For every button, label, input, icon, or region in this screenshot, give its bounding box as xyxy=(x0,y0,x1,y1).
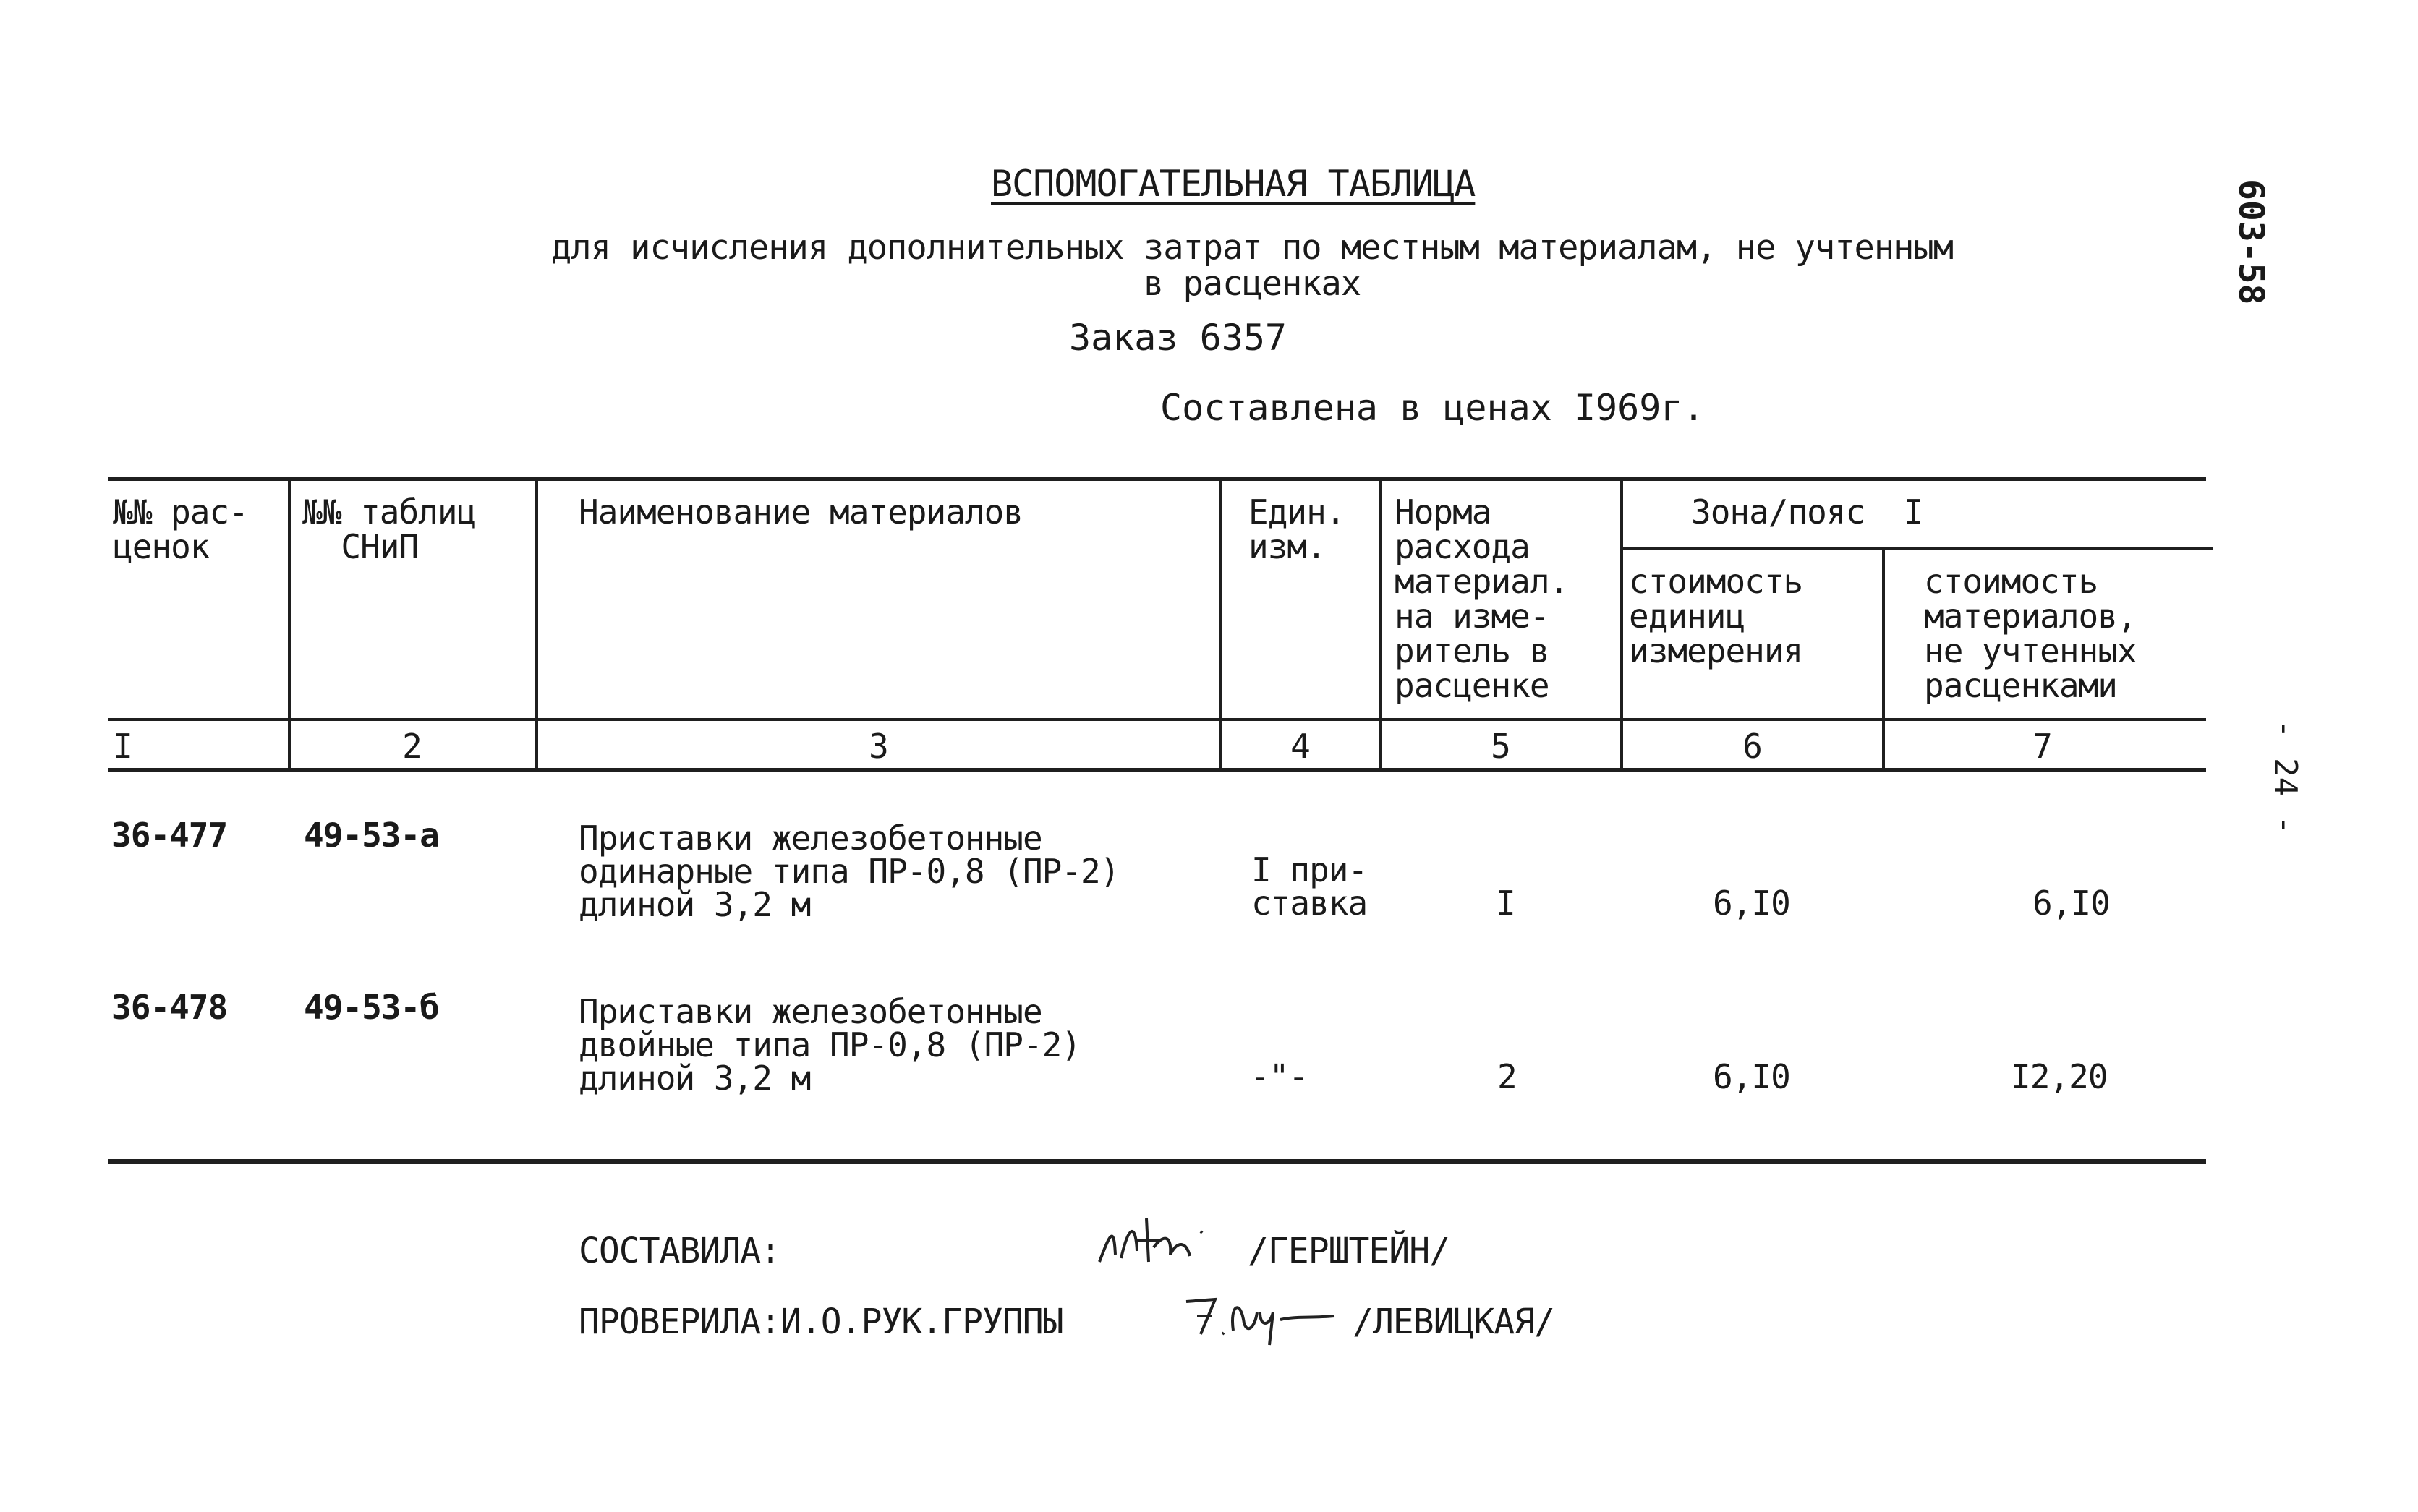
checked-by-label: ПРОВЕРИЛА:И.О.РУК.ГРУППЫ xyxy=(579,1302,1063,1342)
material-name: Приставки железобетонные двойные типа ПР-0,8 (ПР-2) длиной 3,2 м xyxy=(579,992,1081,1098)
header-bottom-rule xyxy=(108,718,2206,721)
subtitle-line2: в расценках xyxy=(1143,264,1361,304)
material-cost: I2,20 xyxy=(2011,1057,2108,1096)
snip-table-number: 49-53-а xyxy=(304,816,439,855)
rate-number: 36-477 xyxy=(111,816,228,855)
rate-number: 36-478 xyxy=(111,988,228,1027)
order-number: Заказ 6357 xyxy=(1069,317,1287,359)
column-number-3: 3 xyxy=(869,727,889,766)
unit-cost: 6,I0 xyxy=(1713,884,1790,923)
header-unit-cost: стоимость единиц измерения xyxy=(1629,562,1803,670)
unit: -"- xyxy=(1250,1057,1308,1096)
column-number-4: 4 xyxy=(1290,727,1311,766)
unit-cost: 6,I0 xyxy=(1713,1057,1790,1096)
consumption-norm: I xyxy=(1496,884,1515,923)
document-title: ВСПОМОГАТЕЛЬНАЯ ТАБЛИЦА xyxy=(991,163,1476,205)
prices-note: Составлена в ценах I969г. xyxy=(1160,387,1705,429)
header-zone: Зона/пояс I xyxy=(1691,492,1923,531)
column-number-1: I xyxy=(113,727,133,766)
side-document-code: 603-58 xyxy=(2231,179,2271,305)
header-material-name: Наименование материалов xyxy=(579,492,1023,531)
page-number: - 24 - xyxy=(2267,719,2304,834)
zone-subheader-rule xyxy=(1620,547,2213,550)
signature-compiler xyxy=(1092,1211,1237,1276)
signature-checker xyxy=(1179,1284,1345,1349)
material-name: Приставки железобетонные одинарные типа ПР-0,8 (ПР-2) длиной 3,2 м xyxy=(579,819,1120,924)
header-rate-number: №№ рас- ценок xyxy=(113,492,248,566)
table-top-rule xyxy=(108,477,2206,481)
unit: I при- ставка xyxy=(1251,850,1368,923)
document-subtitle xyxy=(551,230,1953,302)
column-numbers-rule xyxy=(108,768,2206,772)
material-cost: 6,I0 xyxy=(2032,884,2110,923)
subtitle-line1: для исчисления дополнительных затрат по местным материалам, не учтенным xyxy=(551,228,1954,268)
table-bottom-rule xyxy=(108,1159,2206,1164)
consumption-norm: 2 xyxy=(1497,1057,1517,1096)
header-snip-table: №№ таблиц СНиП xyxy=(302,492,477,566)
compiled-by-label: СОСТАВИЛА: xyxy=(579,1231,780,1271)
column-number-5: 5 xyxy=(1491,727,1511,766)
header-unit: Един. изм. xyxy=(1248,492,1345,566)
column-number-2: 2 xyxy=(402,727,422,766)
header-material-cost: стоимость материалов, не учтенных расценками xyxy=(1924,562,2137,705)
snip-table-number: 49-53-б xyxy=(304,988,439,1027)
column-number-7: 7 xyxy=(2032,727,2053,766)
column-number-6: 6 xyxy=(1742,727,1763,766)
checker-name: /ЛЕВИЦКАЯ/ xyxy=(1353,1302,1554,1342)
header-consumption-norm: Норма расхода материал. на изме- ритель в расценке xyxy=(1395,492,1569,705)
compiler-name: /ГЕРШТЕЙН/ xyxy=(1248,1231,1449,1271)
